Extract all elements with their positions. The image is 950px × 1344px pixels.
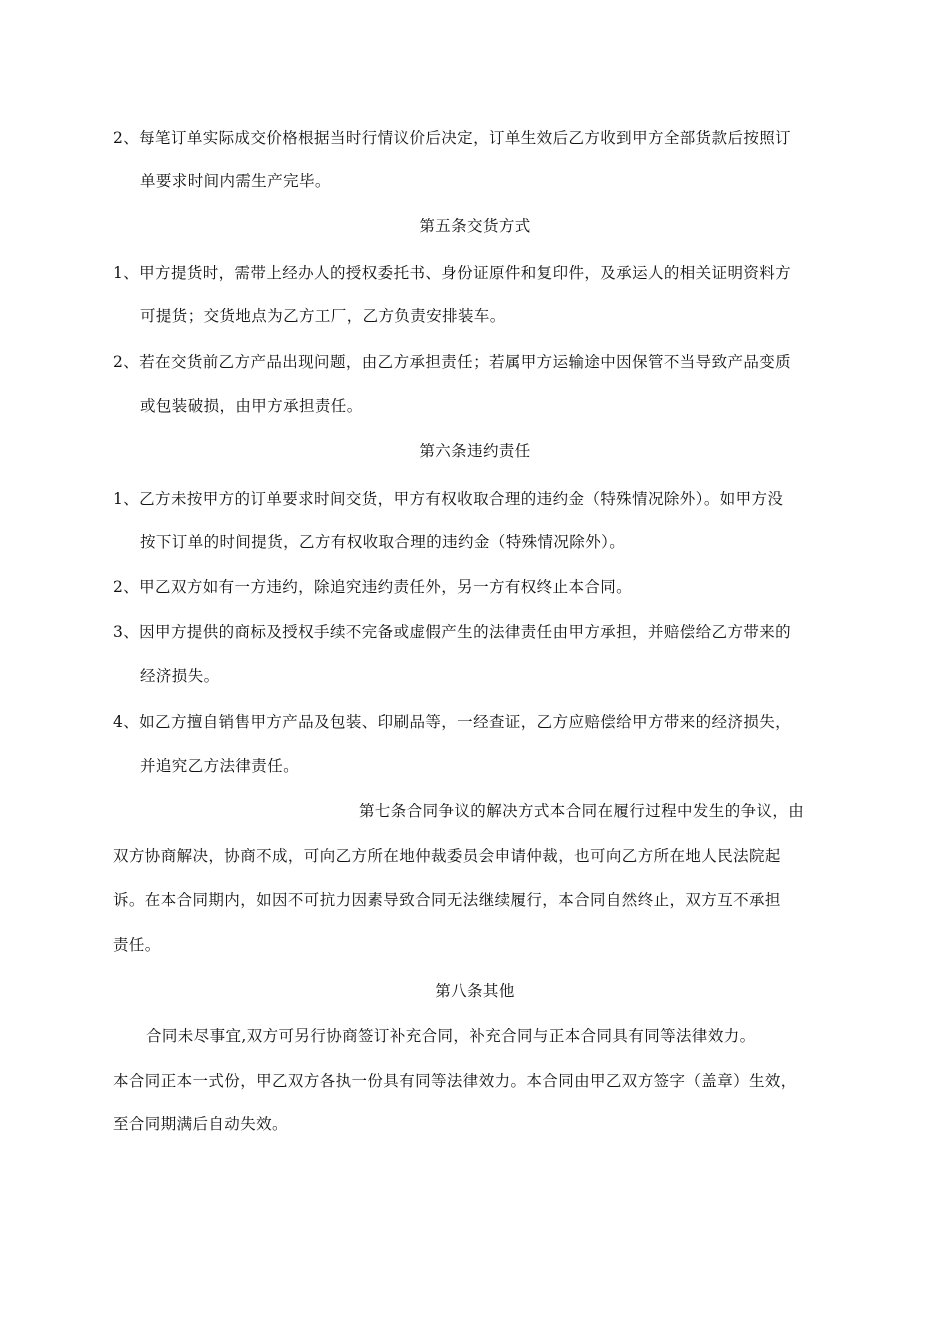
article-8-paragraph-2-line-2: 至合同期满后自动失效。 <box>113 1115 288 1133</box>
article-8-paragraph-2-line-1: 本合同正本一式份，甲乙双方各执一份具有同等法律效力。本合同由甲乙双方签字（盖章）生效， <box>113 1072 797 1090</box>
article-8-paragraph-1: 合同未尽事宜,双方可另行协商签订补充合同，补充合同与正本合同具有同等法律效力。 <box>146 1027 756 1045</box>
article-7-line-4: 责任。 <box>113 936 161 954</box>
article-5-title: 第五条交货方式 <box>419 217 531 235</box>
article-6-item-3-line-1: 3、因甲方提供的商标及授权手续不完备或虚假产生的法律责任由甲方承担，并赔偿给乙方带来的 <box>113 623 792 641</box>
article-6-item-4-line-2: 并追究乙方法律责任。 <box>140 757 300 775</box>
article-6-title: 第六条违约责任 <box>419 442 531 460</box>
article-7-line-2: 双方协商解决，协商不成，可向乙方所在地仲裁委员会申请仲裁，也可向乙方所在地人民法院起 <box>113 847 781 865</box>
article-6-item-3-line-2: 经济损失。 <box>140 667 220 685</box>
article-5-item-1-line-2: 可提货；交货地点为乙方工厂，乙方负责安排装车。 <box>140 307 506 325</box>
article-6-item-1-line-1: 1、乙方未按甲方的订单要求时间交货，甲方有权收取合理的违约金（特殊情况除外）。如甲方没 <box>113 490 784 508</box>
article-6-item-4-line-1: 4、如乙方擅自销售甲方产品及包装、印刷品等，一经查证，乙方应赔偿给甲方带来的经济损失， <box>113 713 792 731</box>
article-5-item-2-line-1: 2、若在交货前乙方产品出现问题，由乙方承担责任；若属甲方运输途中因保管不当导致产品变质 <box>113 353 792 371</box>
item-2-line-2: 单要求时间内需生产完毕。 <box>140 172 331 190</box>
article-7-line-3: 诉。在本合同期内，如因不可抗力因素导致合同无法继续履行，本合同自然终止，双方互不承担 <box>113 891 781 909</box>
article-6-item-2-line-1: 2、甲乙双方如有一方违约，除追究违约责任外，另一方有权终止本合同。 <box>113 578 633 596</box>
article-8-title: 第八条其他 <box>435 982 515 1000</box>
article-6-item-1-line-2: 按下订单的时间提货，乙方有权收取合理的违约金（特殊情况除外）。 <box>140 533 626 551</box>
article-7-line-1: 第七条合同争议的解决方式本合同在履行过程中发生的争议，由 <box>359 802 805 820</box>
article-5-item-2-line-2: 或包装破损，由甲方承担责任。 <box>140 397 363 415</box>
article-5-item-1-line-1: 1、甲方提货时，需带上经办人的授权委托书、身份证原件和复印件，及承运人的相关证明资料方 <box>113 264 792 282</box>
item-2-line-1: 2、每笔订单实际成交价格根据当时行情议价后决定，订单生效后乙方收到甲方全部货款后按照订 <box>113 129 792 147</box>
